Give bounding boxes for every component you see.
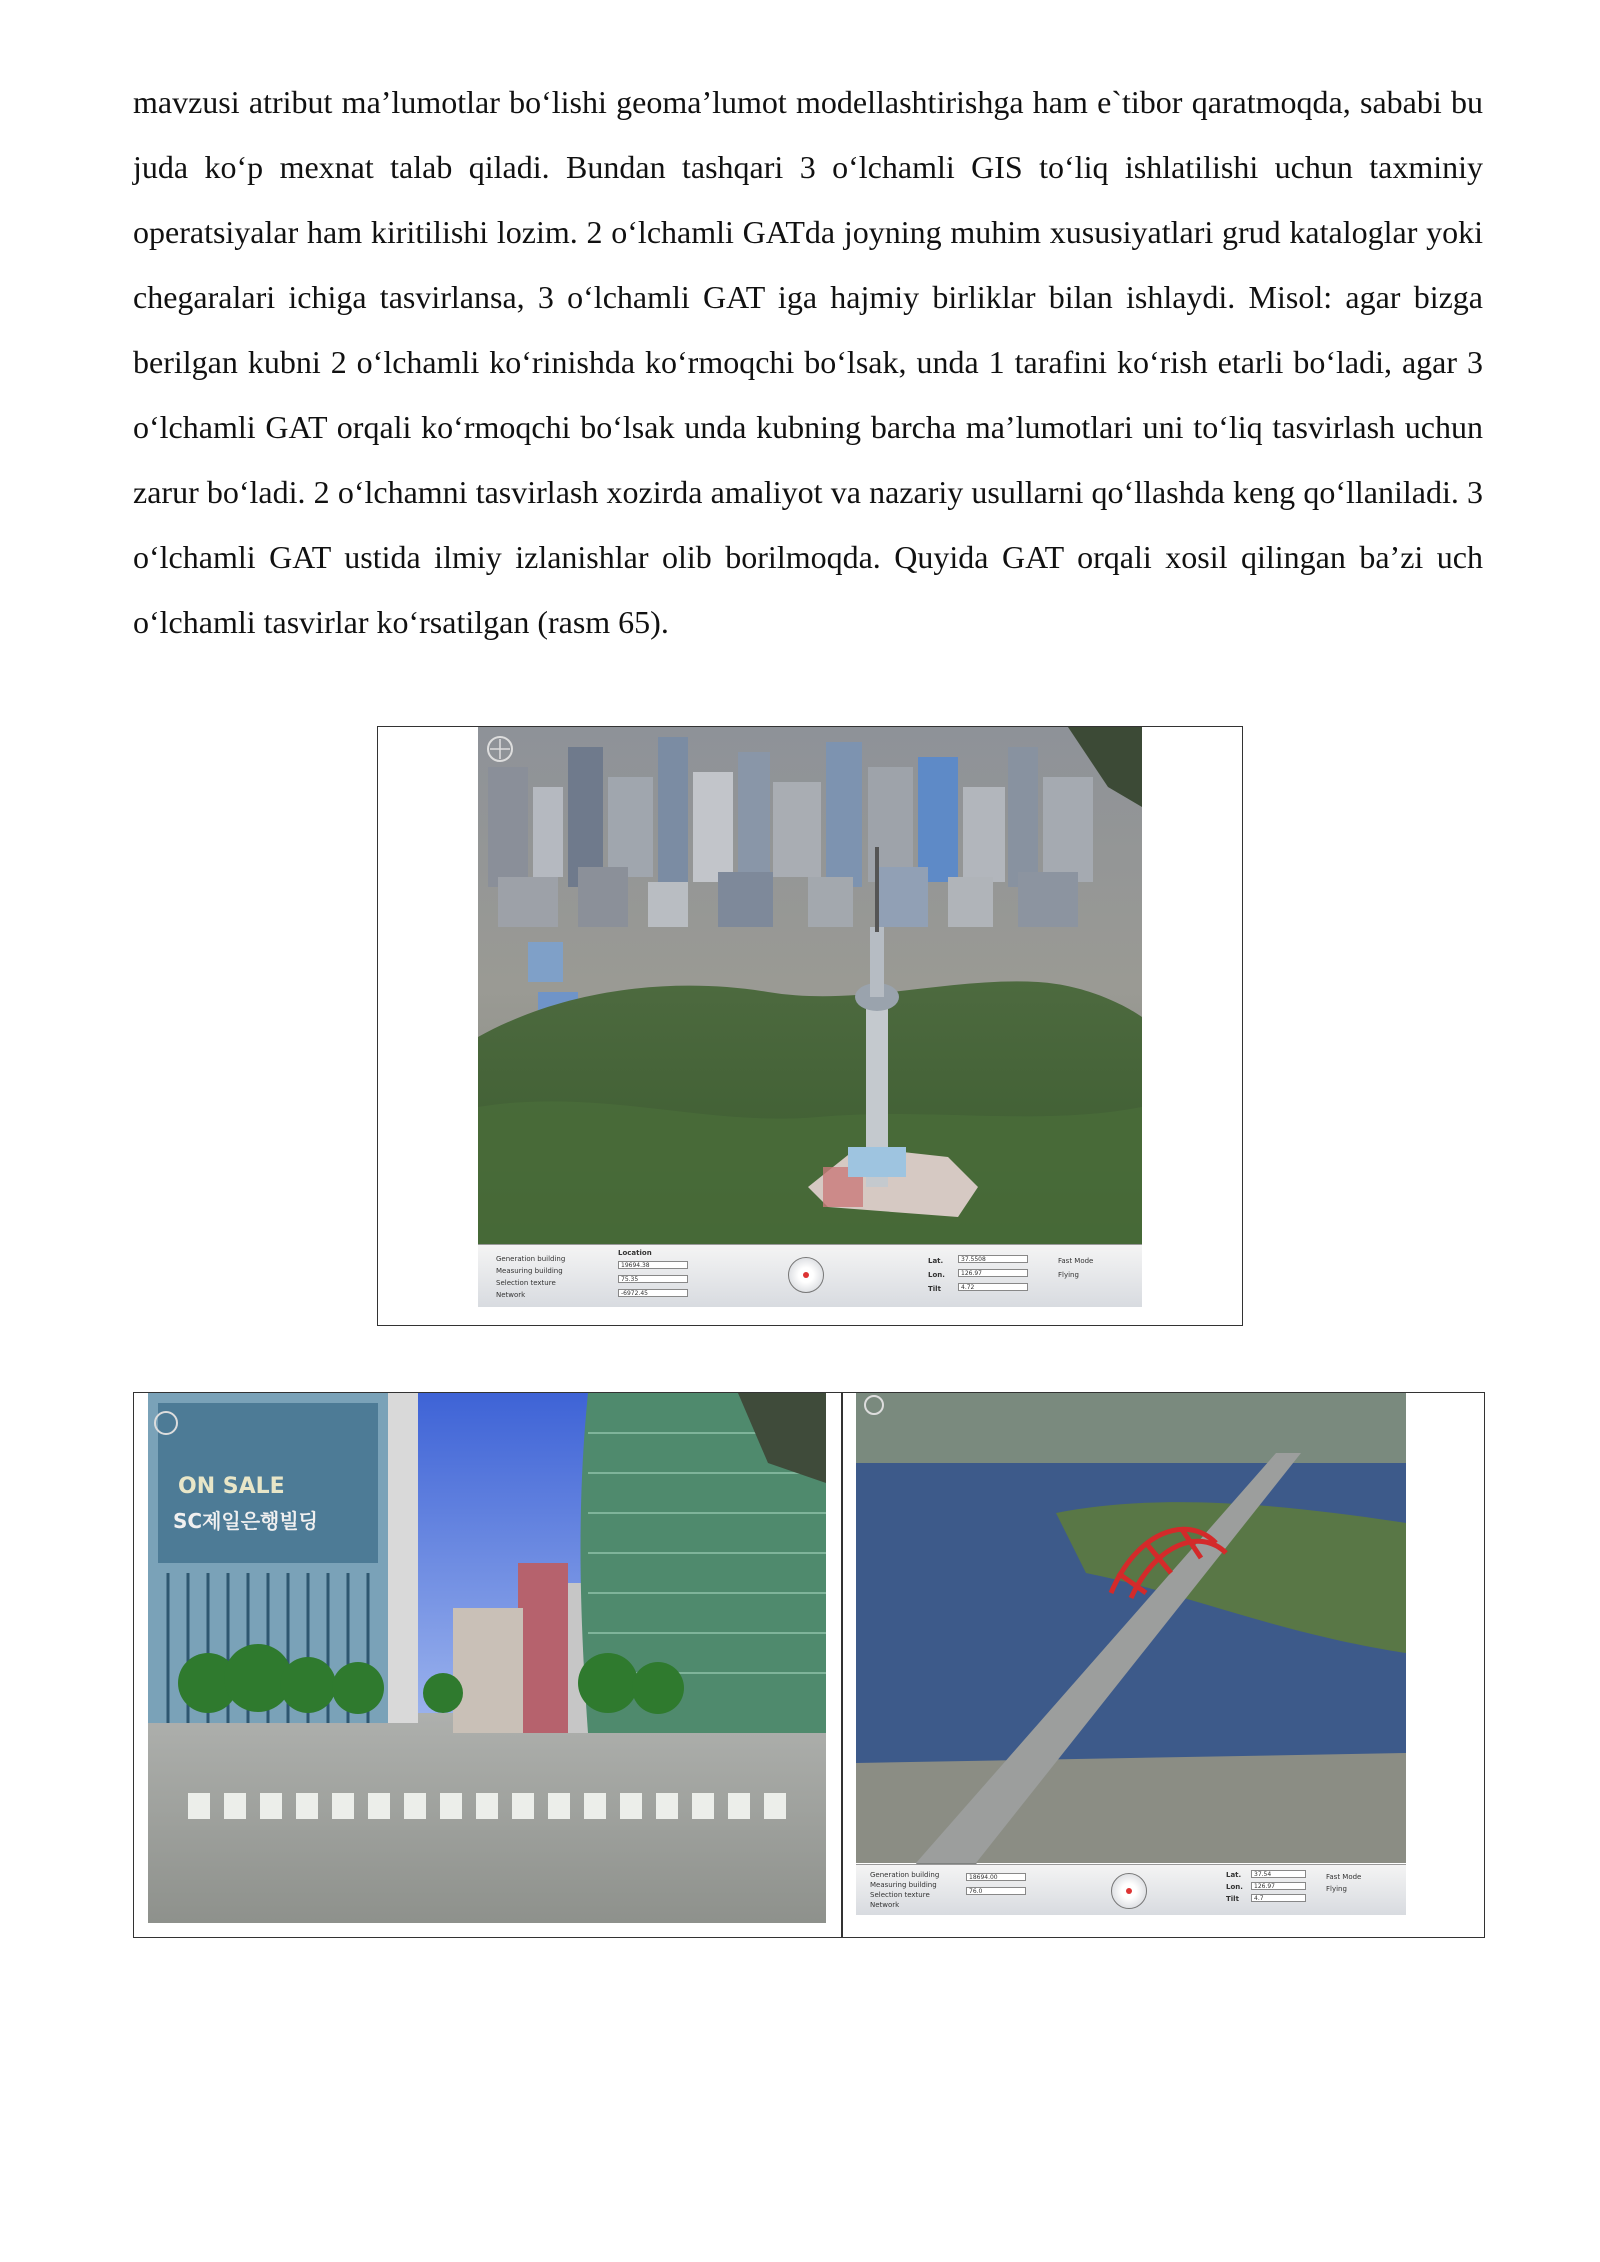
city-tower-render bbox=[478, 727, 1142, 1307]
bridge-scene bbox=[856, 1393, 1406, 1915]
lat-label: Lat. bbox=[928, 1257, 944, 1265]
option-generation[interactable]: Generation building bbox=[870, 1871, 940, 1879]
figure-city-tower bbox=[377, 726, 1243, 1326]
lat-label: Lat. bbox=[1226, 1871, 1242, 1879]
lon-label: Lon. bbox=[1226, 1883, 1243, 1891]
billboard-line1: ON SALE bbox=[178, 1474, 285, 1499]
fast-mode-option[interactable]: Fast Mode bbox=[1326, 1873, 1362, 1881]
location-y-field[interactable]: 76.0 bbox=[966, 1887, 1026, 1895]
navigation-dial-icon[interactable] bbox=[788, 1257, 824, 1293]
flying-option[interactable]: Flying bbox=[1326, 1885, 1347, 1893]
lon-field[interactable]: 126.97 bbox=[1251, 1882, 1306, 1890]
bridge-render bbox=[856, 1393, 1406, 1915]
location-x-field[interactable]: 18694.00 bbox=[966, 1873, 1026, 1881]
tilt-field[interactable]: 4.72 bbox=[958, 1283, 1028, 1291]
location-label: Location bbox=[618, 1249, 652, 1257]
option-network[interactable]: Network bbox=[870, 1901, 900, 1909]
option-selection[interactable]: Selection texture bbox=[496, 1279, 556, 1287]
tilt-label: Tilt bbox=[928, 1285, 941, 1293]
lon-field[interactable]: 126.97 bbox=[958, 1269, 1028, 1277]
tilt-field[interactable]: 4.7 bbox=[1251, 1894, 1306, 1902]
figure-street-bridge bbox=[133, 1392, 1485, 1938]
option-network[interactable]: Network bbox=[496, 1291, 526, 1299]
body-paragraph: mavzusi atribut ma’lumotlar bo‘lishi geoma’lumot modellashtirishga ham e`tibor qaratmoqda, sababi bu juda ko‘p mexnat talab qiladi. Bundan tashqari 3 o‘lchamli GIS to‘liq ishlatilishi uchun taxminiy operatsiyalar ham kiritilishi lozim. 2 o‘lchamli GATda joyning muhim xususiyatlari grud kataloglar yoki chegaralari ichiga tasvirlansa, 3 o‘lchamli GAT iga hajmiy birliklar bilan ishlaydi. Misol: agar bizga berilgan kubni 2 o‘lchamli ko‘rinishda ko‘rmoqchi bo‘lsak, unda 1 tarafini ko‘rish etarli bo‘ladi, agar 3 o‘lchamli GAT orqali ko‘rmoqchi bo‘lsak unda kubning barcha ma’lumotlari uni to‘liq tasvirlash uchun zarur bo‘ladi. 2 o‘lchamni tasvirlash xozirda amaliyot va nazariy usullarni qo‘llashda keng qo‘llaniladi. 3 o‘lchamli GAT ustida ilmiy izlanishlar olib borilmoqda. Quyida GAT orqali xosil qilingan ba’zi uch o‘lchamli tasvirlar ko‘rsatilgan (rasm 65). bbox=[133, 84, 1483, 640]
viewer-control-panel bbox=[478, 1244, 1142, 1307]
flying-option[interactable]: Flying bbox=[1058, 1271, 1079, 1279]
location-x-field[interactable]: 19694.38 bbox=[618, 1261, 688, 1269]
lat-field[interactable]: 37.5508 bbox=[958, 1255, 1028, 1263]
lat-field[interactable]: 37.54 bbox=[1251, 1870, 1306, 1878]
location-y-field[interactable]: 75.35 bbox=[618, 1275, 688, 1283]
street-scene bbox=[148, 1393, 826, 1923]
figure-divider bbox=[841, 1393, 843, 1937]
option-generation[interactable]: Generation building bbox=[496, 1255, 566, 1263]
tilt-label: Tilt bbox=[1226, 1895, 1239, 1903]
city-tower-scene bbox=[478, 727, 1142, 1307]
street-view-render bbox=[148, 1393, 826, 1923]
option-selection[interactable]: Selection texture bbox=[870, 1891, 930, 1899]
navigation-dial-icon[interactable] bbox=[1111, 1873, 1147, 1909]
fast-mode-option[interactable]: Fast Mode bbox=[1058, 1257, 1094, 1265]
bridge-control-panel bbox=[856, 1864, 1406, 1915]
option-measuring[interactable]: Measuring building bbox=[496, 1267, 563, 1275]
location-z-field[interactable]: -6972.45 bbox=[618, 1289, 688, 1297]
lon-label: Lon. bbox=[928, 1271, 945, 1279]
crosswalk bbox=[188, 1793, 786, 1819]
billboard-line2: SC제일은행빌딩 bbox=[173, 1509, 319, 1533]
option-measuring[interactable]: Measuring building bbox=[870, 1881, 937, 1889]
